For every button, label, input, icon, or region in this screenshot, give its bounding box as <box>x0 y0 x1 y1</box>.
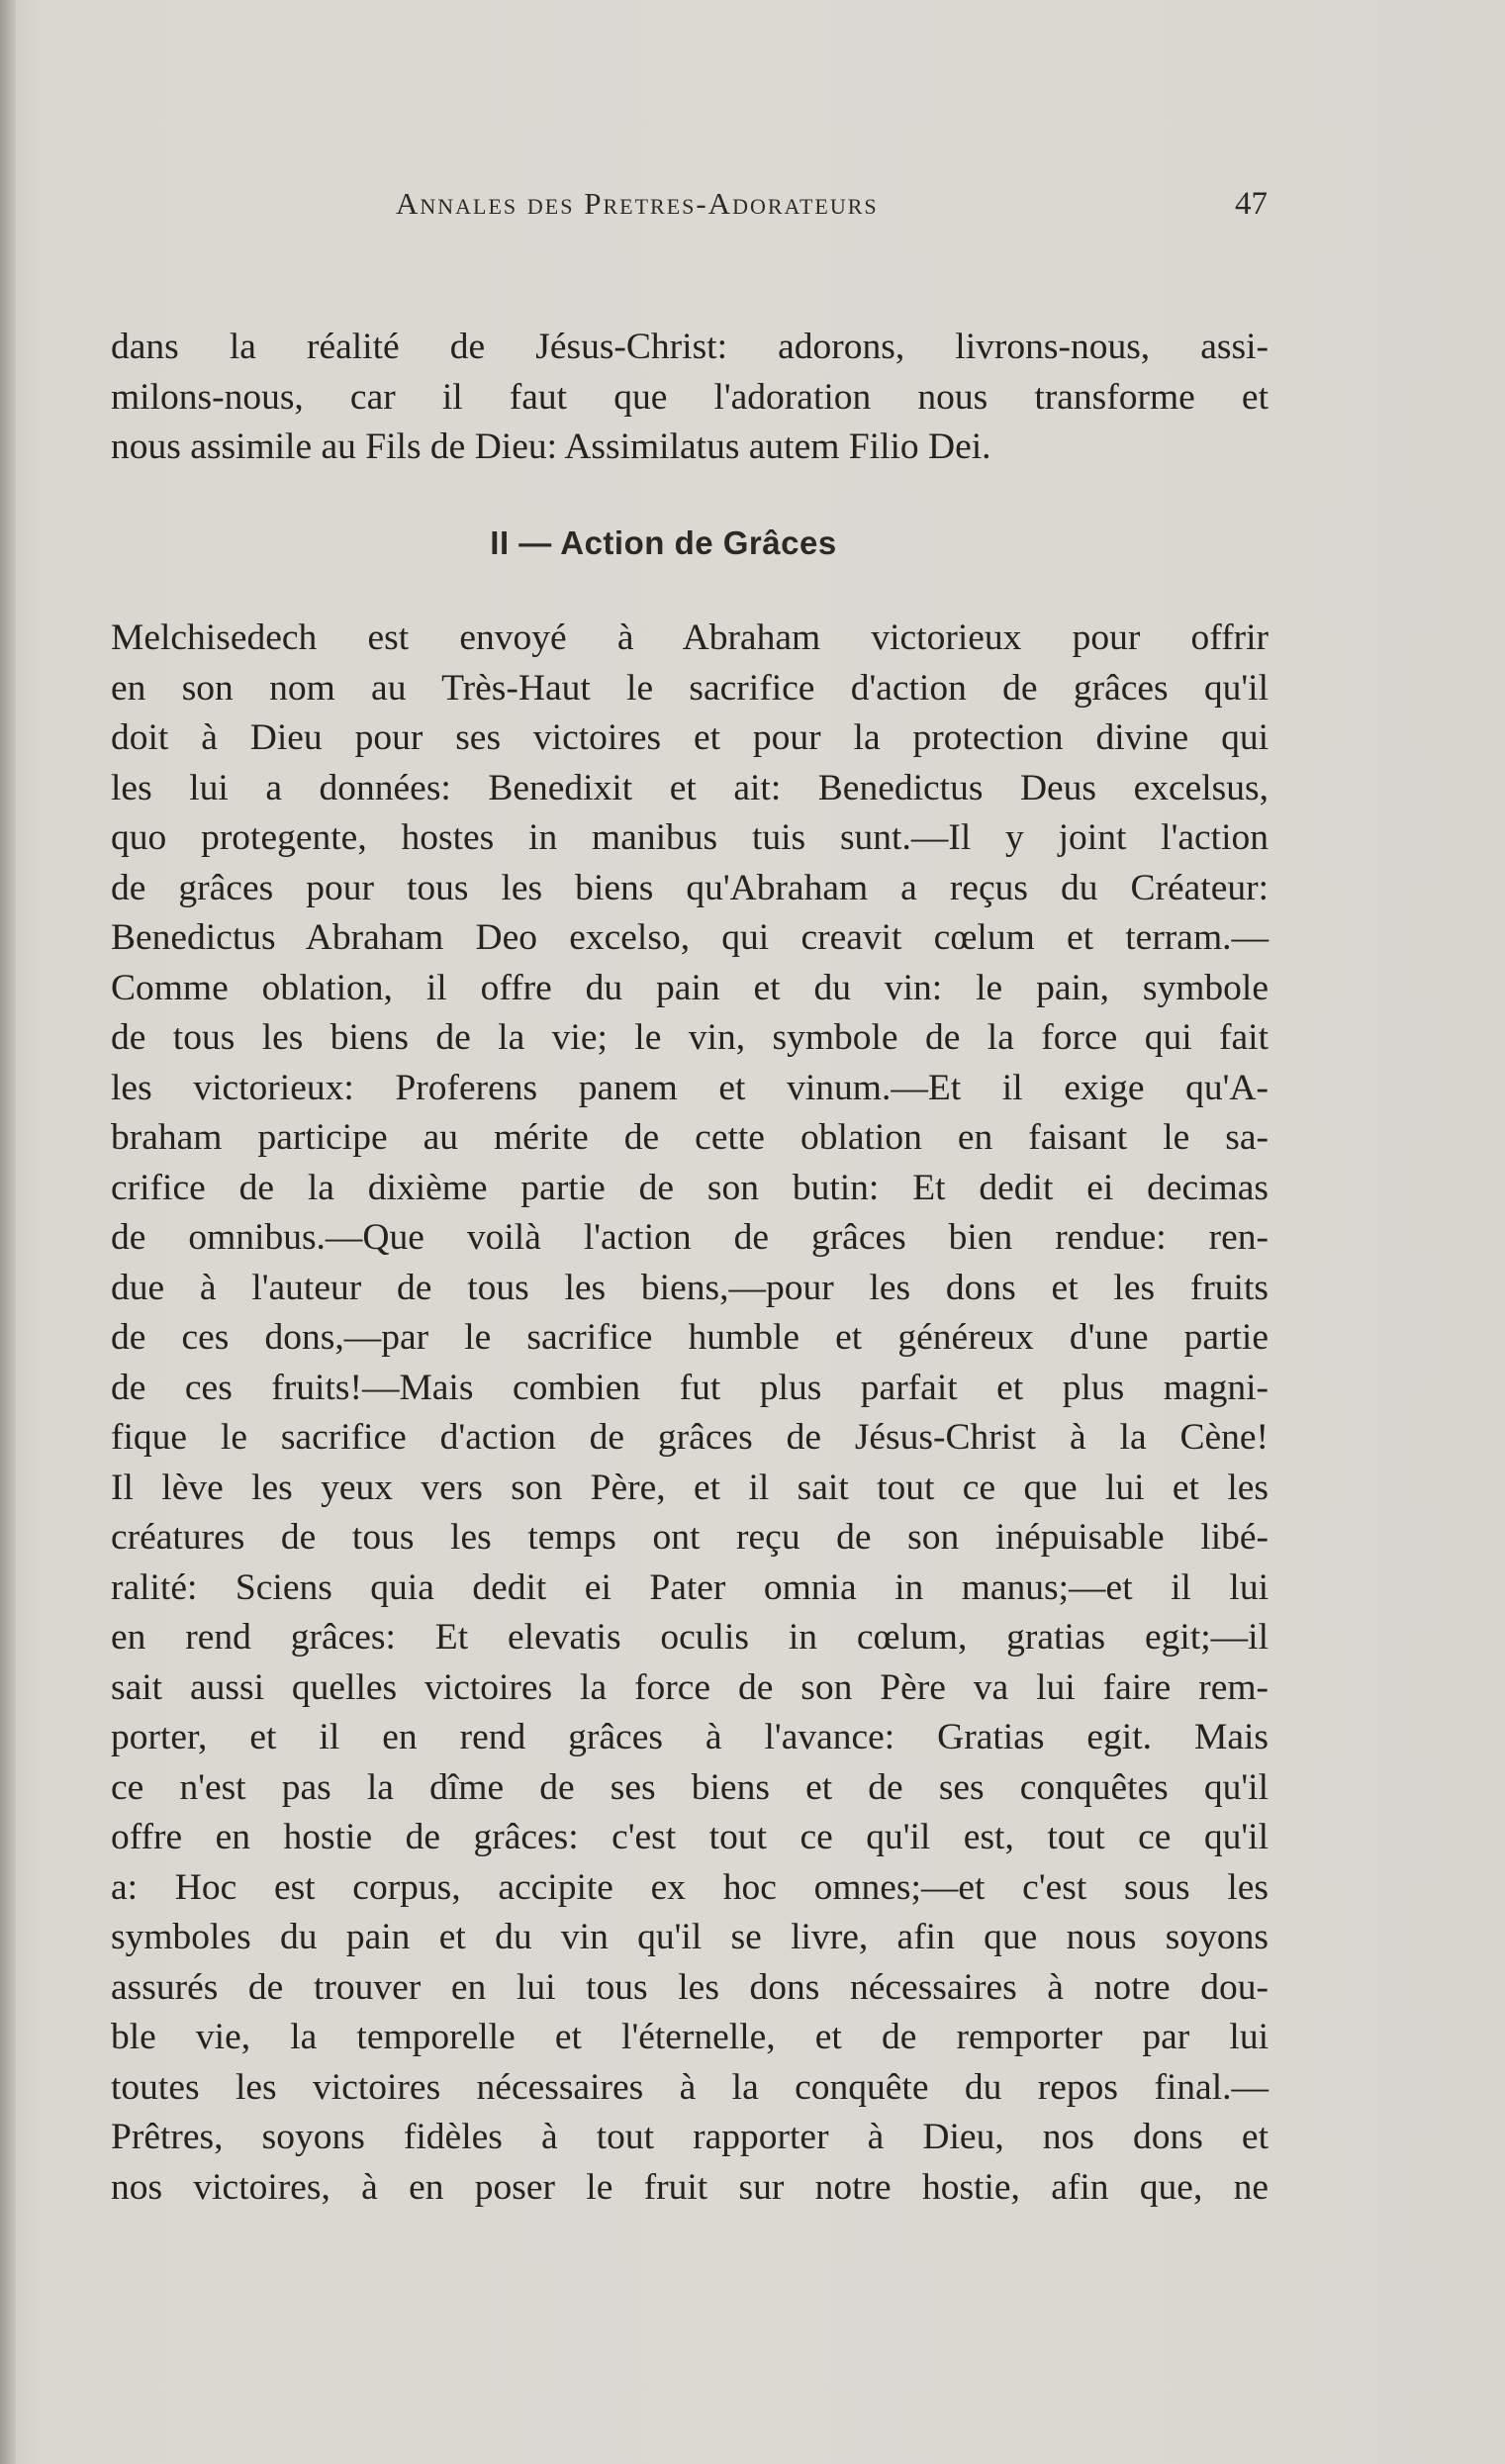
text-line: braham participe au mérite de cette oblation en faisant le sa- <box>111 1117 1269 1158</box>
text-line: dans la réalité de Jésus-Christ: adorons, livrons-nous, assi- <box>111 327 1269 367</box>
page-spine-shadow <box>0 0 16 2464</box>
text-line: doit à Dieu pour ses victoires et pour la protection divine qui <box>111 717 1269 758</box>
text-line: a: Hoc est corpus, accipite ex hoc omnes;—et c'est sous les <box>111 1866 1269 1908</box>
text-line: assurés de trouver en lui tous les dons nécessaires à notre dou- <box>111 1966 1269 2008</box>
text-line: ble vie, la temporelle et l'éternelle, et de remporter par lui <box>111 2017 1269 2057</box>
text-line: quo protegente, hostes in manibus tuis sunt.—Il y joint l'action <box>111 817 1269 858</box>
text-line: de ces fruits!—Mais combien fut plus parfait et plus magni- <box>111 1367 1269 1408</box>
text-line: de ces dons,—par le sacrifice humble et généreux d'une partie <box>111 1317 1269 1358</box>
text-line: porter, et il en rend grâces à l'avance: Gratias egit. Mais <box>111 1717 1269 1757</box>
text-line: Comme oblation, il offre du pain et du vin: le pain, symbole <box>111 967 1269 1008</box>
text-line: offre en hostie de grâces: c'est tout ce qu'il est, tout ce qu'il <box>111 1817 1269 1857</box>
text-line: ce n'est pas la dîme de ses biens et de ses conquêtes qu'il <box>111 1766 1269 1808</box>
text-line: nous assimile au Fils de Dieu: Assimilatus autem Filio Dei. <box>111 426 991 467</box>
text-line: fique le sacrifice d'action de grâces de Jésus-Christ à la Cène! <box>111 1417 1269 1458</box>
text-line: en rend grâces: Et elevatis oculis in cœlum, gratias egit;—il <box>111 1617 1269 1658</box>
text-line: Benedictus Abraham Deo excelso, qui creavit cœlum et terram.— <box>111 917 1269 958</box>
text-line: les victorieux: Proferens panem et vinum.—Et il exige qu'A- <box>111 1067 1269 1108</box>
running-header: Annales des Pretres-Adorateurs <box>396 186 879 221</box>
text-line: de omnibus.—Que voilà l'action de grâces bien rendue: ren- <box>111 1217 1269 1258</box>
text-line: Melchisedech est envoyé à Abraham victorieux pour offrir <box>111 617 1269 658</box>
text-line: due à l'auteur de tous les biens,—pour les dons et les fruits <box>111 1267 1269 1308</box>
text-line: Il lève les yeux vers son Père, et il sait tout ce que lui et les <box>111 1467 1269 1508</box>
text-line: toutes les victoires nécessaires à la conquête du repos final.— <box>111 2066 1269 2108</box>
paragraph-intro <box>111 323 1269 473</box>
page-number: 47 <box>1235 186 1268 222</box>
text-line: de grâces pour tous les biens qu'Abraham a reçus du Créateur: <box>111 867 1269 908</box>
text-line: symboles du pain et du vin qu'il se livre, afin que nous soyons <box>111 1917 1269 1957</box>
text-line: les lui a données: Benedixit et ait: Benedictus Deus excelsus, <box>111 767 1269 808</box>
section-heading <box>0 524 1505 562</box>
text-line: crifice de la dixième partie de son butin: Et dedit ei decimas <box>111 1167 1269 1208</box>
paragraph-body <box>111 614 1269 2213</box>
text-line: sait aussi quelles victoires la force de son Père va lui faire rem- <box>111 1666 1269 1708</box>
text-line: nos victoires, à en poser le fruit sur notre hostie, afin que, ne <box>111 2166 1269 2208</box>
text-line: en son nom au Très-Haut le sacrifice d'action de grâces qu'il <box>111 667 1269 709</box>
text-line: créatures de tous les temps ont reçu de son inépuisable libé- <box>111 1517 1269 1558</box>
text-line: ralité: Sciens quia dedit ei Pater omnia in manus;—et il lui <box>111 1566 1269 1608</box>
section-heading-text: II — Action de Grâces <box>490 524 837 561</box>
text-line: de tous les biens de la vie; le vin, symbole de la force qui fait <box>111 1017 1269 1058</box>
text-line: milons-nous, car il faut que l'adoration nous transforme et <box>111 376 1269 418</box>
text-line: Prêtres, soyons fidèles à tout rapporter à Dieu, nos dons et <box>111 2117 1269 2157</box>
